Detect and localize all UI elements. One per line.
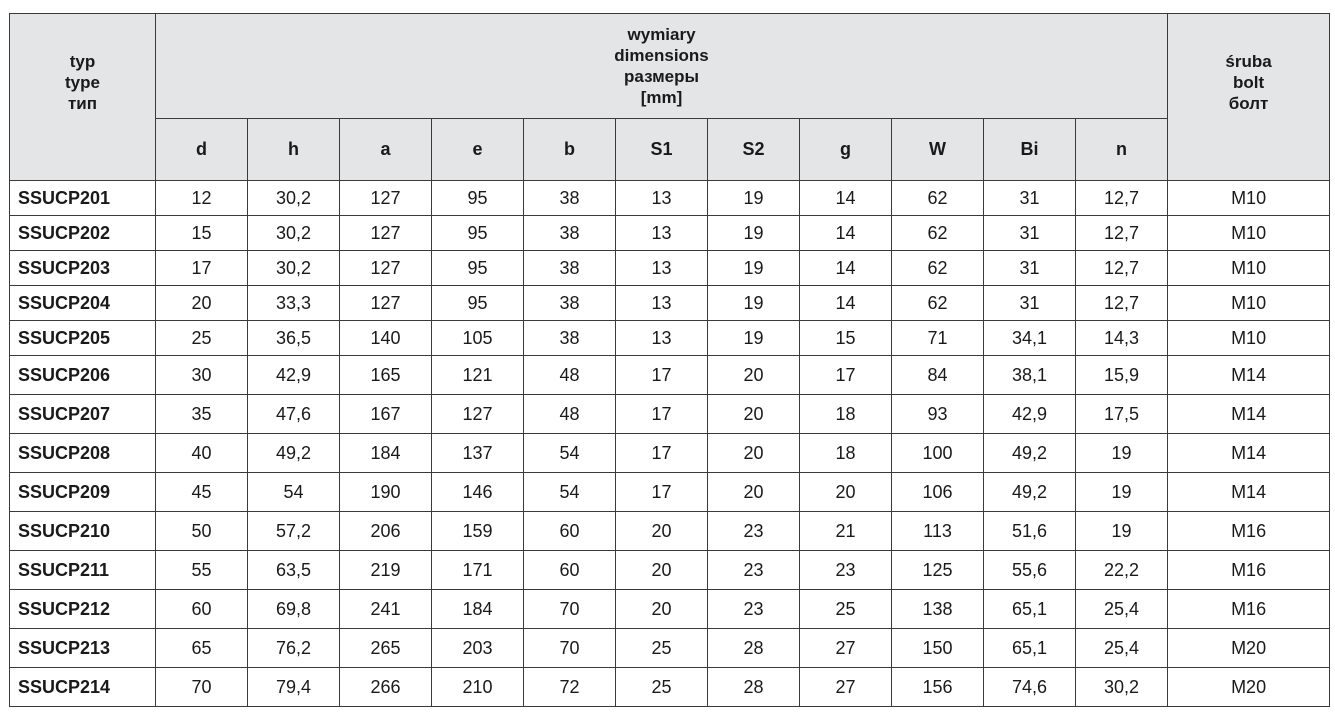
dimensions-header — [156, 14, 1168, 119]
cell-type: SSUCP212 — [10, 590, 156, 629]
cell-w: 100 — [892, 434, 984, 473]
cell-a: 127 — [340, 216, 432, 251]
cell-d: 15 — [156, 216, 248, 251]
dimensions-header-pl: wymiary — [627, 25, 696, 44]
cell-d: 12 — [156, 181, 248, 216]
cell-w: 106 — [892, 473, 984, 512]
cell-g: 27 — [800, 668, 892, 707]
cell-s1: 20 — [616, 512, 708, 551]
cell-type: SSUCP214 — [10, 668, 156, 707]
cell-h: 54 — [248, 473, 340, 512]
cell-bolt: M16 — [1168, 551, 1330, 590]
cell-a: 127 — [340, 251, 432, 286]
cell-bolt: M14 — [1168, 395, 1330, 434]
cell-s1: 25 — [616, 668, 708, 707]
cell-bolt: M14 — [1168, 434, 1330, 473]
cell-type: SSUCP211 — [10, 551, 156, 590]
cell-s2: 23 — [708, 551, 800, 590]
cell-h: 42,9 — [248, 356, 340, 395]
cell-d: 35 — [156, 395, 248, 434]
column-header-b: b — [524, 119, 616, 181]
cell-s2: 19 — [708, 216, 800, 251]
bolt-header — [1168, 14, 1330, 181]
cell-type: SSUCP204 — [10, 286, 156, 321]
cell-h: 36,5 — [248, 321, 340, 356]
cell-bolt: M20 — [1168, 629, 1330, 668]
cell-a: 127 — [340, 181, 432, 216]
table-body — [10, 181, 1330, 707]
cell-g: 18 — [800, 434, 892, 473]
cell-n: 19 — [1076, 512, 1168, 551]
cell-bolt: M16 — [1168, 590, 1330, 629]
cell-g: 21 — [800, 512, 892, 551]
cell-a: 127 — [340, 286, 432, 321]
cell-d: 20 — [156, 286, 248, 321]
cell-g: 15 — [800, 321, 892, 356]
cell-a: 241 — [340, 590, 432, 629]
cell-bi: 42,9 — [984, 395, 1076, 434]
cell-w: 62 — [892, 181, 984, 216]
cell-s2: 19 — [708, 251, 800, 286]
cell-e: 105 — [432, 321, 524, 356]
table-row — [10, 286, 1330, 321]
cell-b: 70 — [524, 629, 616, 668]
cell-s1: 13 — [616, 181, 708, 216]
cell-h: 30,2 — [248, 251, 340, 286]
table-row — [10, 321, 1330, 356]
cell-s1: 13 — [616, 251, 708, 286]
cell-bi: 31 — [984, 251, 1076, 286]
cell-s2: 19 — [708, 286, 800, 321]
cell-d: 45 — [156, 473, 248, 512]
table-row — [10, 216, 1330, 251]
cell-h: 79,4 — [248, 668, 340, 707]
cell-b: 38 — [524, 216, 616, 251]
cell-a: 265 — [340, 629, 432, 668]
cell-h: 63,5 — [248, 551, 340, 590]
cell-bolt: M10 — [1168, 181, 1330, 216]
cell-h: 30,2 — [248, 181, 340, 216]
cell-bi: 65,1 — [984, 590, 1076, 629]
column-header-d: d — [156, 119, 248, 181]
cell-w: 62 — [892, 251, 984, 286]
cell-g: 23 — [800, 551, 892, 590]
cell-w: 150 — [892, 629, 984, 668]
bolt-header-ru: болт — [1228, 93, 1269, 113]
table-row — [10, 181, 1330, 216]
cell-type: SSUCP206 — [10, 356, 156, 395]
cell-s1: 13 — [616, 286, 708, 321]
cell-type: SSUCP210 — [10, 512, 156, 551]
cell-bi: 31 — [984, 286, 1076, 321]
cell-a: 140 — [340, 321, 432, 356]
table-row — [10, 629, 1330, 668]
table-row — [10, 434, 1330, 473]
column-header-bi: Bi — [984, 119, 1076, 181]
cell-w: 62 — [892, 286, 984, 321]
cell-type: SSUCP201 — [10, 181, 156, 216]
cell-e: 137 — [432, 434, 524, 473]
cell-e: 95 — [432, 216, 524, 251]
cell-b: 48 — [524, 395, 616, 434]
table-row — [10, 668, 1330, 707]
cell-d: 25 — [156, 321, 248, 356]
cell-bolt: M14 — [1168, 356, 1330, 395]
table-row — [10, 512, 1330, 551]
cell-bi: 74,6 — [984, 668, 1076, 707]
cell-bolt: M20 — [1168, 668, 1330, 707]
cell-s2: 19 — [708, 181, 800, 216]
cell-n: 30,2 — [1076, 668, 1168, 707]
cell-b: 54 — [524, 473, 616, 512]
cell-bi: 51,6 — [984, 512, 1076, 551]
bolt-header-en: bolt — [1233, 72, 1265, 92]
cell-s1: 17 — [616, 473, 708, 512]
cell-n: 14,3 — [1076, 321, 1168, 356]
cell-bolt: M10 — [1168, 251, 1330, 286]
cell-s1: 17 — [616, 434, 708, 473]
cell-b: 60 — [524, 551, 616, 590]
type-header — [10, 14, 156, 181]
cell-b: 72 — [524, 668, 616, 707]
cell-type: SSUCP208 — [10, 434, 156, 473]
cell-bi: 31 — [984, 216, 1076, 251]
cell-d: 60 — [156, 590, 248, 629]
cell-e: 210 — [432, 668, 524, 707]
cell-g: 14 — [800, 251, 892, 286]
cell-b: 38 — [524, 181, 616, 216]
cell-g: 25 — [800, 590, 892, 629]
cell-e: 159 — [432, 512, 524, 551]
cell-e: 184 — [432, 590, 524, 629]
table-header — [10, 14, 1330, 181]
cell-w: 125 — [892, 551, 984, 590]
cell-d: 65 — [156, 629, 248, 668]
cell-e: 95 — [432, 286, 524, 321]
cell-bi: 38,1 — [984, 356, 1076, 395]
cell-n: 25,4 — [1076, 590, 1168, 629]
cell-w: 138 — [892, 590, 984, 629]
cell-bi: 49,2 — [984, 473, 1076, 512]
column-header-h: h — [248, 119, 340, 181]
cell-s1: 17 — [616, 395, 708, 434]
cell-bi: 49,2 — [984, 434, 1076, 473]
cell-w: 71 — [892, 321, 984, 356]
cell-h: 69,8 — [248, 590, 340, 629]
cell-w: 62 — [892, 216, 984, 251]
cell-n: 12,7 — [1076, 286, 1168, 321]
cell-bi: 34,1 — [984, 321, 1076, 356]
cell-a: 184 — [340, 434, 432, 473]
dimensions-table — [9, 13, 1330, 707]
cell-s2: 20 — [708, 356, 800, 395]
dimensions-header-unit: [mm] — [640, 88, 683, 107]
cell-type: SSUCP209 — [10, 473, 156, 512]
cell-a: 266 — [340, 668, 432, 707]
cell-type: SSUCP213 — [10, 629, 156, 668]
cell-n: 15,9 — [1076, 356, 1168, 395]
cell-s1: 20 — [616, 590, 708, 629]
cell-n: 22,2 — [1076, 551, 1168, 590]
cell-w: 93 — [892, 395, 984, 434]
cell-h: 76,2 — [248, 629, 340, 668]
cell-h: 33,3 — [248, 286, 340, 321]
cell-d: 30 — [156, 356, 248, 395]
column-header-a: a — [340, 119, 432, 181]
dimensions-header-en: dimensions — [614, 46, 709, 65]
dimensions-header-ru: размеры — [624, 67, 700, 86]
cell-s2: 19 — [708, 321, 800, 356]
cell-b: 60 — [524, 512, 616, 551]
cell-s2: 23 — [708, 590, 800, 629]
cell-bolt: M10 — [1168, 286, 1330, 321]
cell-s1: 13 — [616, 216, 708, 251]
column-header-s1: S1 — [616, 119, 708, 181]
cell-type: SSUCP202 — [10, 216, 156, 251]
cell-type: SSUCP207 — [10, 395, 156, 434]
cell-a: 219 — [340, 551, 432, 590]
cell-type: SSUCP203 — [10, 251, 156, 286]
cell-s2: 20 — [708, 395, 800, 434]
type-header-pl: typ — [69, 51, 96, 71]
cell-g: 14 — [800, 216, 892, 251]
table-row — [10, 473, 1330, 512]
cell-n: 25,4 — [1076, 629, 1168, 668]
cell-n: 12,7 — [1076, 216, 1168, 251]
cell-e: 121 — [432, 356, 524, 395]
cell-n: 12,7 — [1076, 181, 1168, 216]
column-header-n: n — [1076, 119, 1168, 181]
type-header-en: type — [65, 72, 100, 92]
table-row — [10, 356, 1330, 395]
cell-e: 95 — [432, 251, 524, 286]
cell-d: 70 — [156, 668, 248, 707]
table-row — [10, 551, 1330, 590]
cell-bi: 65,1 — [984, 629, 1076, 668]
table-row — [10, 251, 1330, 286]
column-header-w: W — [892, 119, 984, 181]
cell-bolt: M14 — [1168, 473, 1330, 512]
cell-bi: 55,6 — [984, 551, 1076, 590]
cell-g: 14 — [800, 181, 892, 216]
cell-d: 40 — [156, 434, 248, 473]
cell-e: 203 — [432, 629, 524, 668]
cell-b: 48 — [524, 356, 616, 395]
cell-type: SSUCP205 — [10, 321, 156, 356]
cell-e: 95 — [432, 181, 524, 216]
cell-a: 167 — [340, 395, 432, 434]
column-header-s2: S2 — [708, 119, 800, 181]
cell-b: 38 — [524, 251, 616, 286]
cell-bolt: M10 — [1168, 216, 1330, 251]
type-header-ru: тип — [67, 93, 98, 113]
table-row — [10, 590, 1330, 629]
cell-bolt: M16 — [1168, 512, 1330, 551]
cell-s2: 20 — [708, 473, 800, 512]
cell-s2: 28 — [708, 629, 800, 668]
column-header-e: e — [432, 119, 524, 181]
table-row — [10, 395, 1330, 434]
cell-e: 171 — [432, 551, 524, 590]
cell-s1: 20 — [616, 551, 708, 590]
cell-n: 12,7 — [1076, 251, 1168, 286]
cell-g: 17 — [800, 356, 892, 395]
cell-d: 55 — [156, 551, 248, 590]
cell-w: 84 — [892, 356, 984, 395]
cell-s2: 28 — [708, 668, 800, 707]
cell-g: 14 — [800, 286, 892, 321]
cell-a: 206 — [340, 512, 432, 551]
cell-h: 30,2 — [248, 216, 340, 251]
cell-n: 19 — [1076, 473, 1168, 512]
cell-g: 18 — [800, 395, 892, 434]
cell-b: 38 — [524, 321, 616, 356]
cell-s1: 25 — [616, 629, 708, 668]
cell-bi: 31 — [984, 181, 1076, 216]
cell-a: 190 — [340, 473, 432, 512]
cell-s2: 20 — [708, 434, 800, 473]
cell-h: 49,2 — [248, 434, 340, 473]
cell-d: 50 — [156, 512, 248, 551]
cell-s1: 17 — [616, 356, 708, 395]
cell-h: 47,6 — [248, 395, 340, 434]
bolt-header-pl: śruba — [1225, 51, 1272, 71]
cell-h: 57,2 — [248, 512, 340, 551]
cell-w: 156 — [892, 668, 984, 707]
cell-b: 38 — [524, 286, 616, 321]
cell-g: 20 — [800, 473, 892, 512]
cell-e: 127 — [432, 395, 524, 434]
column-header-g: g — [800, 119, 892, 181]
cell-b: 54 — [524, 434, 616, 473]
cell-n: 19 — [1076, 434, 1168, 473]
cell-g: 27 — [800, 629, 892, 668]
cell-bolt: M10 — [1168, 321, 1330, 356]
cell-w: 113 — [892, 512, 984, 551]
cell-e: 146 — [432, 473, 524, 512]
cell-b: 70 — [524, 590, 616, 629]
cell-s1: 13 — [616, 321, 708, 356]
cell-a: 165 — [340, 356, 432, 395]
cell-s2: 23 — [708, 512, 800, 551]
cell-d: 17 — [156, 251, 248, 286]
cell-n: 17,5 — [1076, 395, 1168, 434]
